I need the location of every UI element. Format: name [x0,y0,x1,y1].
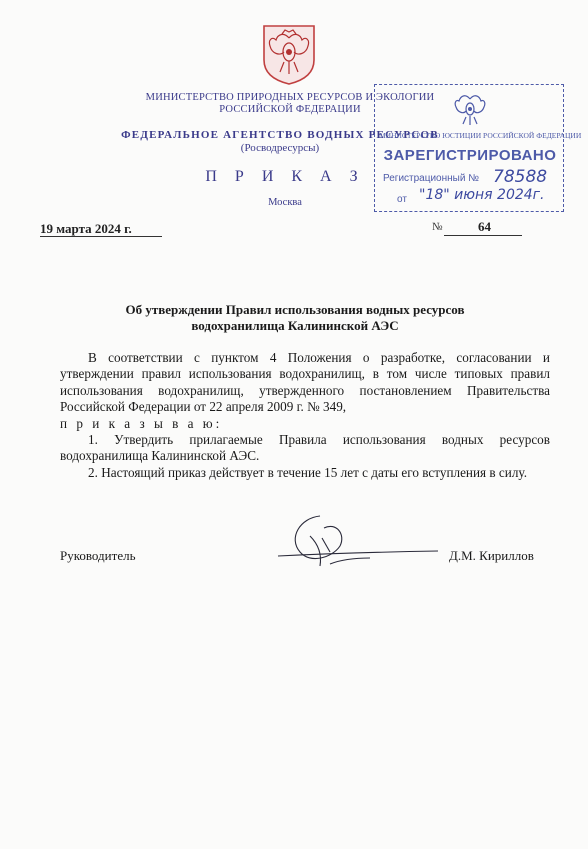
signatory-name: Д.М. Кириллов [449,548,534,563]
preamble-paragraph: В соответствии с пунктом 4 Положения о разработке, согласовании и утверждении правил использования водохранилищ, в том числе типовых правил использования водохранилищ, утвержденного постановлением Правительства Российской Федерации от 22 апреля 2009 г. № 349, [60,350,550,415]
order-phrase: п р и к а з ы в а ю: [60,415,223,431]
document-body [60,350,550,481]
ministry-line-2: РОССИЙСКОЙ ФЕДЕРАЦИИ [219,104,361,115]
number-underline [444,235,522,236]
stamp-reg-label: Регистрационный № [383,173,479,184]
title-line-2: водохранилища Калининской АЭС [191,318,399,333]
agency-name: ФЕДЕРАЛЬНОЕ АГЕНТСТВО ВОДНЫХ РЕСУРСОВ [121,129,439,141]
ministry-line-1: МИНИСТЕРСТВО ПРИРОДНЫХ РЕСУРСОВ И ЭКОЛОГИИ [145,92,435,103]
date-underline [40,236,162,237]
order-date: 19 марта 2024 г. [40,221,132,236]
stamp-registered: ЗАРЕГИСТРИРОВАНО [383,147,557,164]
agency-short-name: (Росводресурсы) [240,142,320,154]
title-line-1: Об утверждении Правил использования водных ресурсов [125,302,465,317]
stamp-reg-number: 78588 [493,167,548,187]
handwritten-signature [270,508,440,574]
registration-stamp [374,84,582,212]
document-type: П Р И К А З [205,168,365,185]
stamp-from-date: "18" июня 2024г. [419,187,545,203]
stamp-from-label: от [397,194,407,205]
stamp-ministry: МИНИСТЕРСТВО ЮСТИЦИИ РОССИЙСКОЙ ФЕДЕРАЦИИ [379,131,582,140]
eagle-icon [453,91,487,127]
order-number: 64 [478,219,491,234]
number-label: № [432,221,443,233]
order-item-1: 1. Утвердить прилагаемые Правила использования водных ресурсов водохранилища Калининской АЭС. [60,432,550,464]
signatory-role: Руководитель [60,548,136,563]
city: Москва [268,197,302,208]
order-item-2: 2. Настоящий приказ действует в течение 15 лет с даты его вступления в силу. [88,464,527,480]
document-title [60,302,530,334]
coat-of-arms-icon [260,22,318,86]
